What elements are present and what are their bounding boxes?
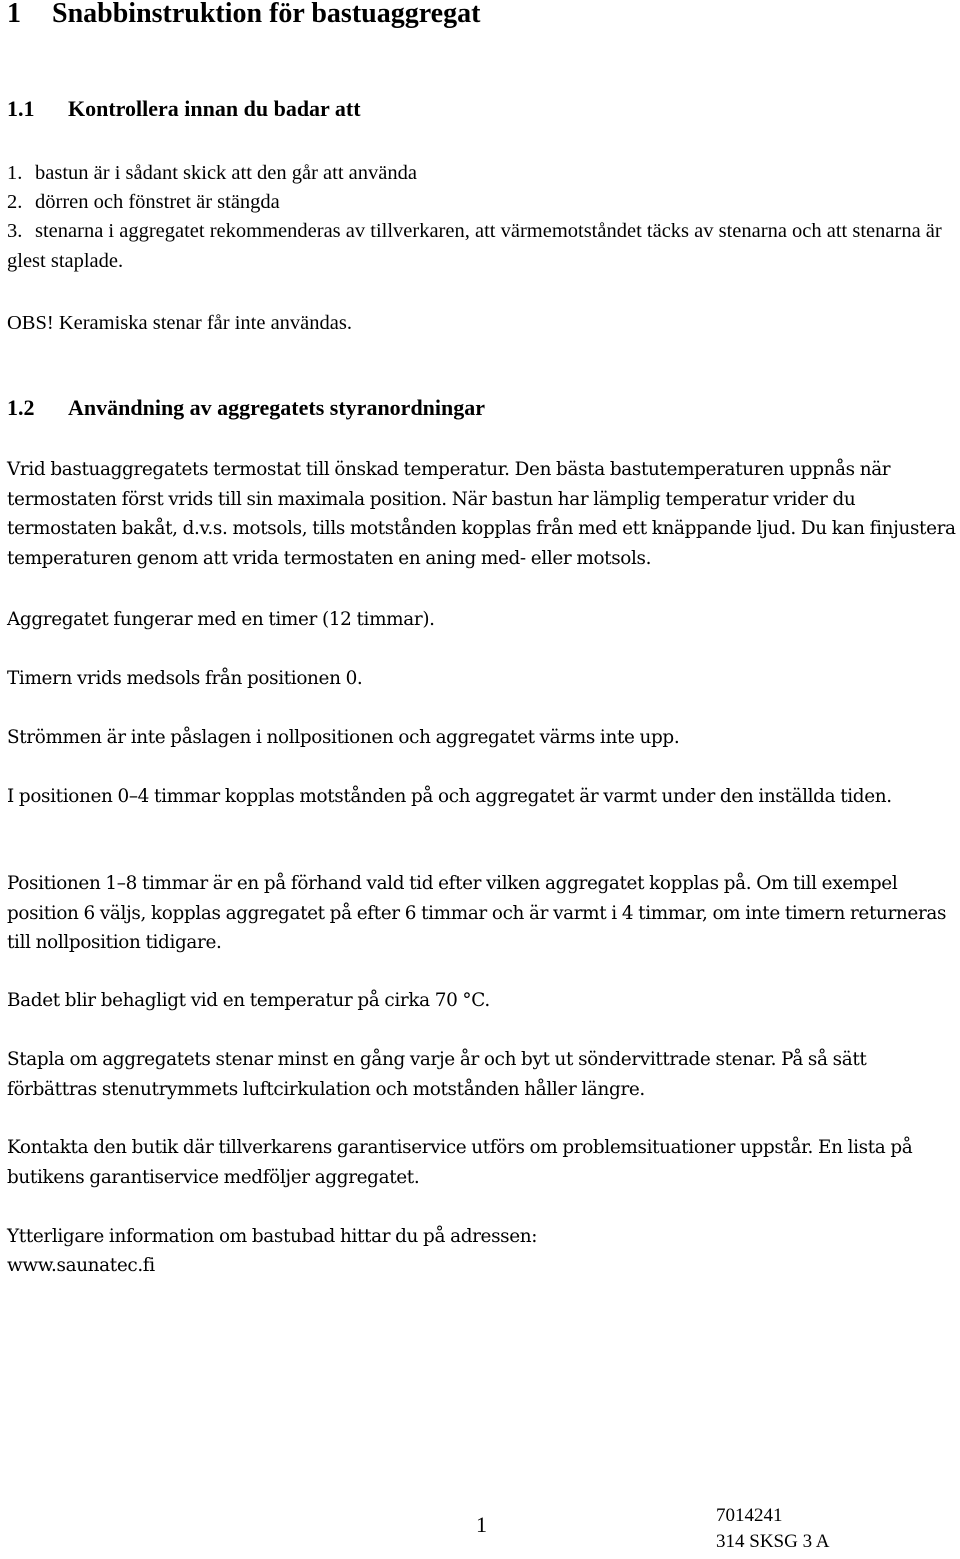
list-number: 2. [7, 191, 23, 214]
section-number: 1.1 [7, 96, 35, 121]
checklist [7, 159, 957, 276]
paragraph: Strömmen är inte påslagen i nollpositionen och aggregatet värms inte upp. [7, 727, 680, 748]
section-title: Kontrollera innan du badar att [68, 96, 361, 121]
paragraph: Positionen 1–8 timmar är en på förhand vald tid efter vilken aggregatet kopplas på. Om till exempel position 6 väljs, kopplas aggregatet på efter 6 timmar och är varmt i 4 timmar, om inte timern returneras till nollposition tidigare. [7, 873, 947, 953]
paragraph: Stapla om aggregatets stenar minst en gång varje år och byt ut söndervittrade stenar. På så sätt förbättras stenutrymmets luftcirkulation och motstånden håller längre. [7, 1049, 867, 1100]
website-link[interactable]: www.saunatec.fi [7, 1255, 155, 1276]
paragraph: Ytterligare information om bastubad hittar du på adressen: [7, 1226, 538, 1247]
list-item [7, 159, 957, 188]
list-text: dörren och fönstret är stängda [35, 191, 280, 214]
section-title: Användning av aggregatets styranordningar [68, 395, 486, 420]
page-number: 1 [476, 1512, 487, 1537]
document-code: 314 SKSG 3 A [716, 1531, 830, 1552]
list-item [7, 188, 957, 217]
heading-text: Snabbinstruktion för bastuaggregat [52, 0, 481, 29]
paragraph: Timern vrids medsols från positionen 0. [7, 668, 363, 689]
list-item [7, 217, 957, 275]
paragraph: Kontakta den butik där tillverkarens garantiservice utförs om problemsituationer uppstår. En lista på butikens garantiservice medföljer aggregatet. [7, 1137, 913, 1188]
section-heading-1-2 [7, 394, 485, 422]
paragraph: Vrid bastuaggregatets termostat till önskad temperatur. Den bästa bastutemperaturen uppnås när termostaten först vrids till sin maximala position. När bastun har lämplig temperatur vrider du termostaten bakåt, d.v.s. motsols, tills motstånden kopplas från med ett knäppande ljud. Du kan finjustera temperaturen genom att vrida termostaten en aning med- eller motsols. [7, 459, 956, 569]
obs-note: OBS! Keramiska stenar får inte användas. [7, 312, 352, 334]
list-text: bastun är i sådant skick att den går att använda [35, 162, 417, 184]
document-number: 7014241 [716, 1505, 783, 1526]
section-heading-1-1 [7, 95, 361, 123]
list-number: 1. [7, 162, 23, 184]
paragraph: Aggregatet fungerar med en timer (12 timmar). [7, 609, 435, 630]
section-number: 1.2 [7, 395, 35, 420]
list-text: stenarna i aggregatet rekommenderas av tillverkaren, att värmemotståndet täcks av stenarna och att stenarna är glest staplade. [7, 220, 942, 272]
heading-number: 1 [7, 0, 21, 29]
page-title [7, 0, 480, 32]
paragraph: I positionen 0–4 timmar kopplas motstånden på och aggregatet är varmt under den inställda tiden. [7, 786, 892, 807]
paragraph: Badet blir behagligt vid en temperatur på cirka 70 °C. [7, 990, 490, 1011]
list-number: 3. [7, 220, 23, 243]
